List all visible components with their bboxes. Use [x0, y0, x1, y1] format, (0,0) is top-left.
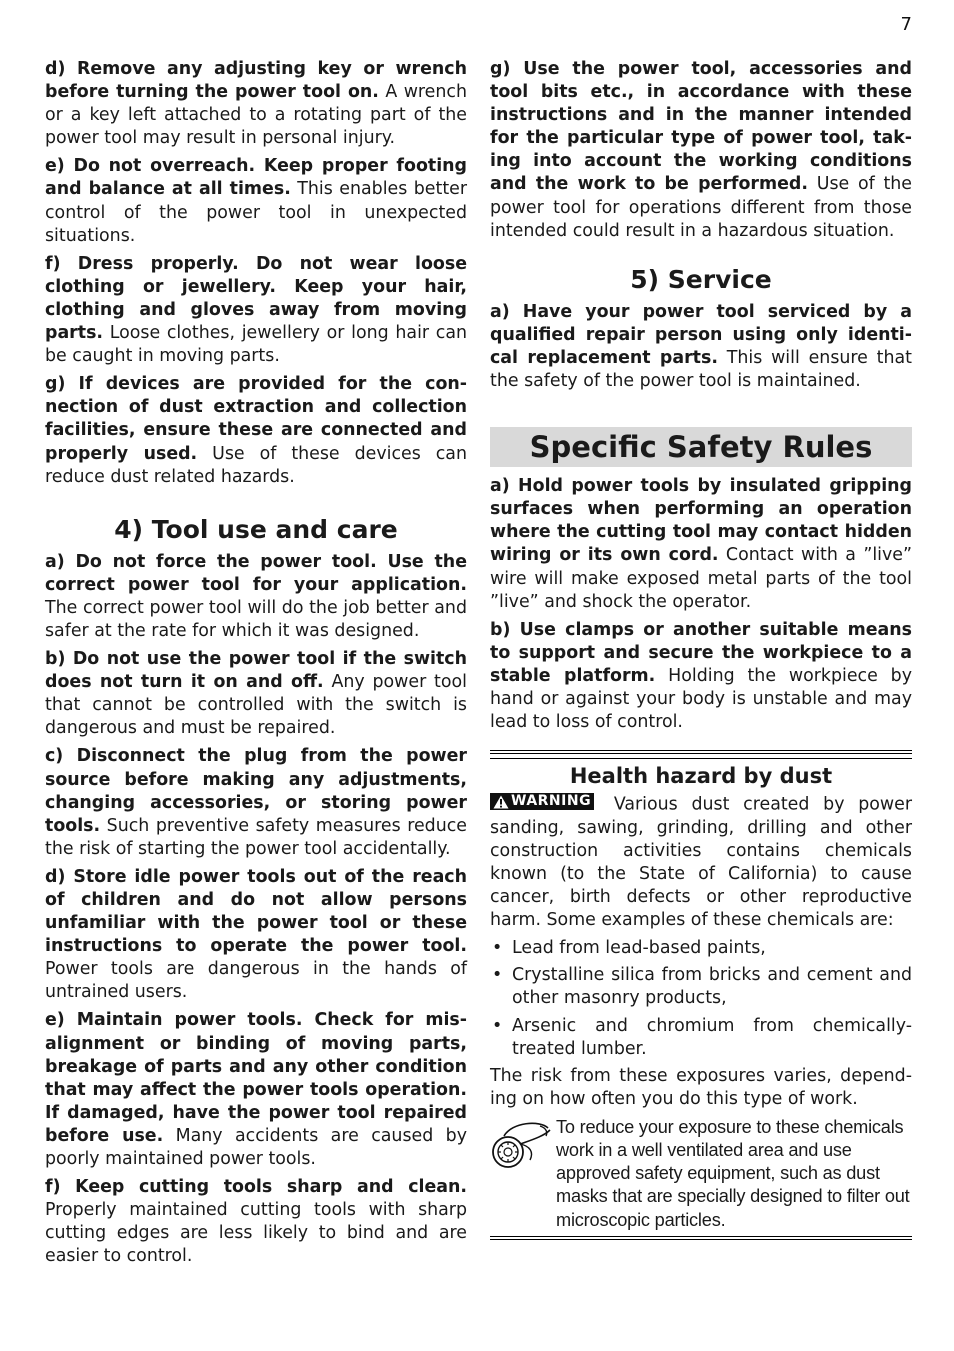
respirator-mask-icon: [490, 1118, 556, 1181]
personal-safety-item-e: e) Do not overreach. Keep proper footing and balance at all times. This enables better control of the power tool in unexpected situations.: [45, 156, 467, 246]
left-column: [45, 58, 467, 1274]
personal-safety-item-f: f) Dress properly. Do not wear loose clothing or jewellery. Keep your hair, clothing and gloves away from moving parts. Loose clothes, jewellery or long hair can be caught in moving parts.: [45, 253, 467, 367]
tool-use-item-d: d) Store idle power tools out of the reach of children and do not allow persons unfamiliar with the power tool or these instructions to operate the power tool. Power tools are dangerous in the hands of untrained users.: [45, 866, 467, 1003]
tool-use-title: 4) Tool use and care: [114, 514, 398, 544]
service-title: 5) Service: [630, 264, 772, 294]
list-item: • Arsenic and chromium from chemically-treated lumber.: [490, 1015, 912, 1061]
health-hazard-title: Health hazard by dust: [569, 764, 833, 789]
mask-advice-row: [490, 1116, 912, 1232]
specific-safety-rules-heading: Specific Safety Rules: [490, 427, 912, 467]
warning-triangle-icon: [493, 795, 509, 809]
tool-use-item-g: g) Use the power tool, accessories and tool bits etc., in accordance with these instructions and in the manner intended for the particular type of power tool, taking into account the working conditions and the work to be performed. Use of the power tool for operations different from those intended could result in a hazardous situation.: [490, 59, 912, 241]
personal-safety-item-g: g) If devices are provided for the connection of dust extraction and collection facilities, ensure these are connected and properly used. Use of these devices can reduce dust related hazards.: [45, 374, 467, 487]
mask-advice-text: To reduce your exposure to these chemicals work in a well ventilated area and use approved safety equipment, such as dust masks that are specially designed to filter out microscopic particles.: [556, 1116, 910, 1230]
service-item-a: a) Have your power tool serviced by a qualified repair person using only identical replacement parts. This will ensure that the safety of the power tool is maintained.: [490, 301, 912, 392]
warning-badge: WARNING: [490, 793, 594, 810]
personal-safety-item-d: d) Remove any adjusting key or wrench before turning the power tool on. A wrench or a key left attached to a rotating part of the power tool may result in personal injury.: [45, 59, 467, 149]
risk-text: The risk from these exposures varies, depending on how often you do this type of work.: [490, 1065, 912, 1109]
page-number: 7: [900, 14, 912, 35]
specific-item-a: a) Hold power tools by insulated gripping surfaces when performing an operation where the cutting tool may contact hidden wiring or its own cord. Contact with a ”live” wire will make exposed metal parts of the tool ”live” and shock the operator.: [490, 476, 913, 612]
tool-use-item-b: b) Do not use the power tool if the switch does not turn it on and off. Any power tool that cannot be controlled with the switch is dangerous and must be repaired.: [45, 649, 467, 739]
tool-use-item-a: a) Do not force the power tool. Use the correct power tool for your application. The correct power tool will do the job better and safer at the rate for which it was designed.: [45, 551, 467, 641]
list-item: • Crystalline silica from bricks and cement and other masonry products,: [490, 964, 912, 1010]
list-item: • Lead from lead-based paints,: [490, 937, 912, 960]
tool-use-item-f: f) Keep cutting tools sharp and clean. Properly maintained cutting tools with sharp cutting edges are less likely to bind and are easier to control.: [45, 1177, 467, 1267]
health-hazard-box: [490, 750, 912, 1240]
tool-use-item-e: e) Maintain power tools. Check for misalignment or binding of moving parts, breakage of parts and any other condition that may affect the power tools operation. If damaged, have the power tool repaired before use. Many accidents are caused by poorly maintained power tools.: [45, 1010, 467, 1170]
right-column: [490, 58, 912, 1240]
tool-use-item-c: c) Disconnect the plug from the power source before making any adjustments, changing accessories, or storing power tools. Such preventive safety measures reduce the risk of starting the power tool accidentally.: [45, 746, 467, 859]
specific-item-b: b) Use clamps or another suitable means to support and secure the workpiece to a stable platform. Holding the workpiece by hand or against your body is unstable and may lead to loss of control.: [490, 619, 912, 733]
health-intro: WARNING Various dust created by power sanding, sawing, grinding, drilling and other construction activities contains chemicals known (to the State of California) to cause cancer, birth defects or other reproductive harm. Some examples of these chemicals are:: [490, 793, 912, 931]
chemical-list: [490, 937, 912, 1060]
